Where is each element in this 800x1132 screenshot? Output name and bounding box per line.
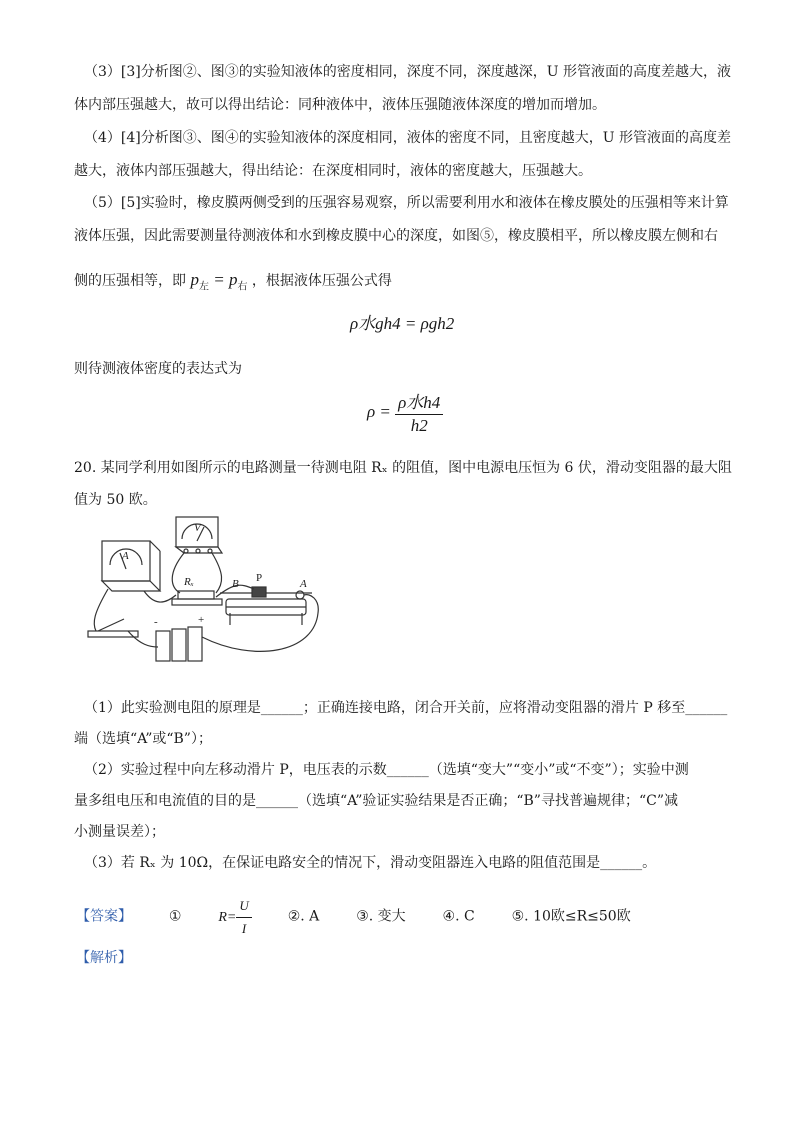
rx-label: Rₓ: [184, 576, 194, 588]
answer-4: ④. C: [442, 908, 475, 925]
rx-resistor: [178, 591, 214, 599]
circuit-diagram: [84, 513, 334, 673]
p5-line-3-post: ，根据液体压强公式得: [251, 273, 392, 289]
p4-line-1: （4）[4]分析图③、图④的实验知液体的深度相同，液体的密度不同，且密度越大，U 形管液面的高度差: [84, 130, 731, 146]
density-numerator: ρ水h4: [395, 388, 443, 415]
wire-1: [94, 589, 108, 631]
equation-density: ρ = $\frac{\text{ρ水h4}}{h2}$: [367, 388, 443, 436]
p4-line-2: 越大，液体内部压强越大，得出结论：在深度相同时，液体的密度越大，压强越大。: [74, 163, 592, 179]
answer-label: 【答案】: [76, 908, 132, 925]
answer-row: [76, 896, 732, 939]
q3-line-1: （3）若 Rₓ 为 10Ω，在保证电路安全的情况下，滑动变阻器连入电路的阻值范围是______。: [84, 855, 657, 871]
wire-3: [172, 553, 184, 593]
density-denominator: h2: [410, 416, 428, 435]
wire-2: [144, 591, 176, 602]
q20-stem-line-1: 20. 某同学利用如图所示的电路测量一待测电阻 Rₓ 的阻值，图中电源电压恒为 6 伏，滑动变阻器的最大阻: [74, 460, 732, 476]
q2-line-3: 小测量误差）；: [74, 824, 165, 840]
p5-line-3: [74, 270, 732, 297]
wire-7: [202, 595, 318, 652]
pressure-equality: $p_左 = p_右$: [190, 270, 248, 293]
p3-line-2: 体内部压强越大，故可以得出结论：同种液体中，液体压强随液体深度的增加而增加。: [74, 97, 606, 113]
battery-1: [156, 631, 170, 661]
density-intro: 则待测液体密度的表达式为: [74, 361, 242, 377]
label-a: A: [300, 578, 307, 590]
answer-5: ⑤. 10欧≤R≤50欧: [511, 908, 631, 925]
answer-1: ①: [168, 908, 182, 925]
ammeter-base: [102, 581, 160, 591]
q1-line-2: 端（选填“A”或“B”）；: [74, 731, 212, 747]
q20-stem-line-2: 值为 50 欧。: [74, 492, 157, 508]
wire-6: [128, 631, 158, 647]
label-b: B: [232, 578, 239, 590]
label-minus: -: [154, 616, 158, 628]
switch-lever: [98, 619, 124, 631]
q2-line-1: （2）实验过程中向左移动滑片 P，电压表的示数______（选填“变大”“变小”或“不变”）；实验中测: [84, 762, 689, 778]
wire-4: [212, 553, 222, 593]
q2-line-2: 量多组电压和电流值的目的是______（选填“A”验证实验结果是否正确；“B”寻找普遍规律；“C”减: [74, 793, 678, 809]
analysis-label: 【解析】: [76, 950, 132, 966]
answer-3: ③. 变大: [356, 908, 406, 925]
p5-line-1: （5）[5]实验时，橡皮膜两侧受到的压强容易观察，所以需要利用水和液体在橡皮膜处的压强相等来计算: [84, 195, 729, 211]
p5-line-3-pre: 侧的压强相等，即: [74, 273, 186, 289]
p3-line-1: （3）[3]分析图②、图③的实验知液体的密度相同，深度不同，深度越深，U 形管液面的高度差越大，液: [84, 64, 731, 80]
q1-line-1: （1）此实验测电阻的原理是______；正确连接电路，闭合开关前，应将滑动变阻器的滑片 P 移至______: [84, 700, 728, 716]
battery-3: [188, 627, 202, 661]
ammeter-label: A: [122, 550, 129, 562]
battery-2: [172, 629, 186, 661]
label-p: P: [256, 572, 263, 584]
answer-1-formula: R= $\frac{U}{I}$: [218, 910, 255, 925]
answer-2: ②. A: [287, 908, 320, 925]
voltmeter-label: V: [194, 522, 201, 534]
label-plus: +: [198, 614, 205, 626]
equation-pressure: ρ水gh4 = ρgh2: [350, 314, 455, 333]
p5-line-2: 液体压强，因此需要测量待测液体和水到橡皮膜中心的深度，如图⑤，橡皮膜相平，所以橡皮膜左侧和右: [74, 228, 718, 244]
